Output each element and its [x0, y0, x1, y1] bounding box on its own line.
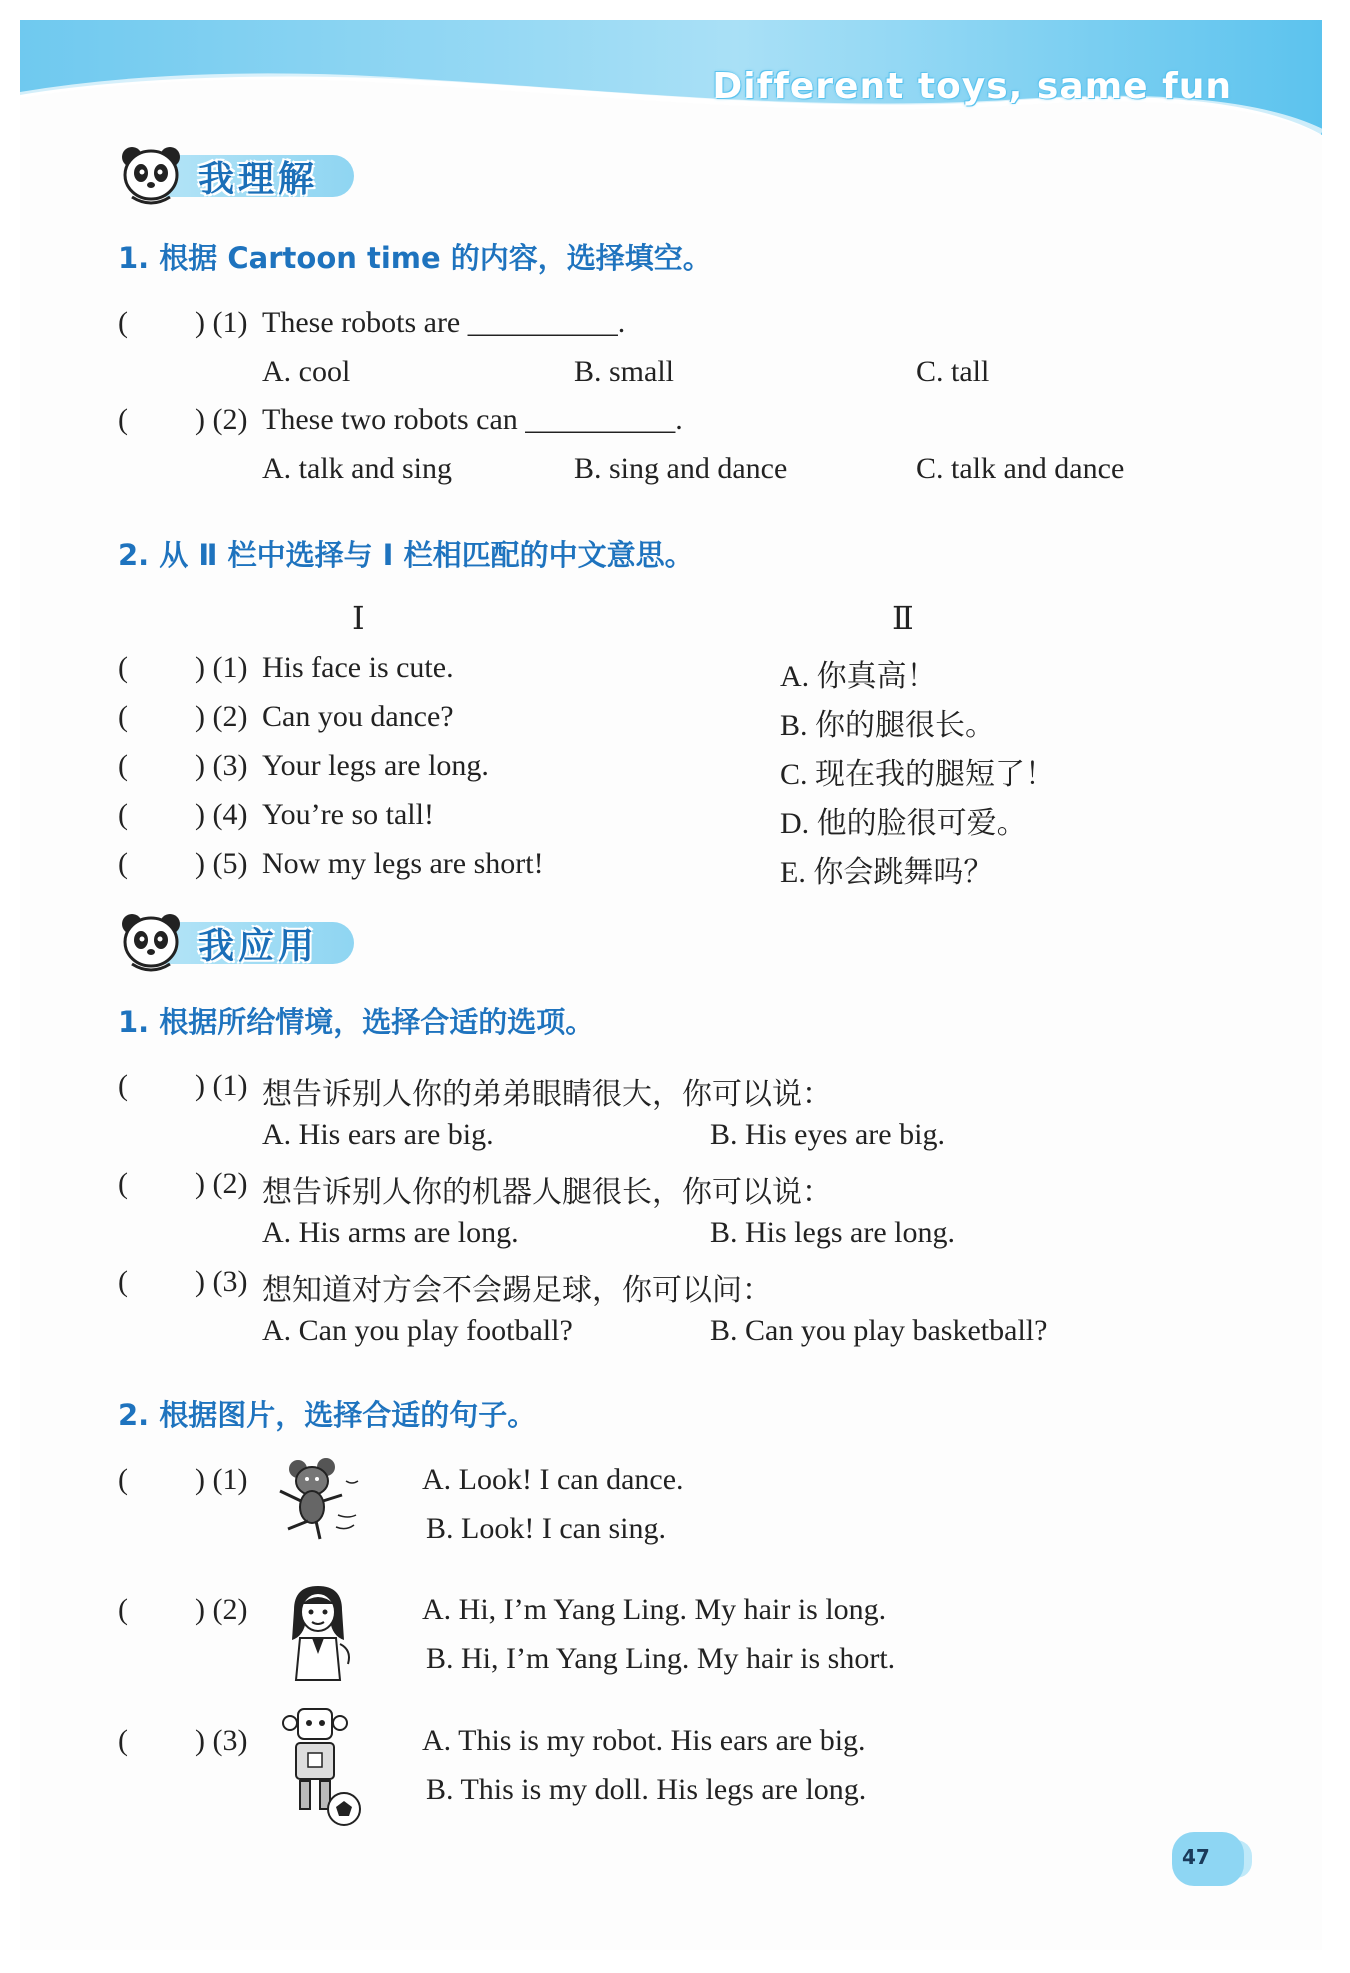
option-b: B. Can you play basketball? — [710, 1314, 1048, 1347]
answer-paren-open[interactable]: ( — [118, 700, 128, 733]
match-option: C. 现在我的腿短了！ — [780, 758, 1056, 791]
page-number-badge — [1172, 1832, 1244, 1886]
page-number: 47 — [1182, 1845, 1210, 1869]
question-heading: 1. 根据所给情境，选择合适的选项。 — [118, 1005, 595, 1039]
item-text: 想告诉别人你的弟弟眼睛很大，你可以说： — [262, 1078, 832, 1111]
match-option: D. 他的脸很可爱。 — [780, 807, 1027, 840]
option-a: A. His ears are big. — [262, 1118, 494, 1151]
item-number: ) (5) — [195, 847, 248, 880]
section-banner-understand — [118, 143, 358, 201]
option-a: A. Can you play football? — [262, 1314, 573, 1347]
option-b: B. sing and dance — [574, 452, 788, 485]
item-number: ) (2) — [195, 403, 248, 436]
answer-paren-open[interactable]: ( — [118, 1724, 128, 1757]
option-b: B. His eyes are big. — [710, 1118, 945, 1151]
match-option: A. 你真高！ — [780, 660, 937, 693]
answer-paren-open[interactable]: ( — [118, 306, 128, 339]
option-a: A. His arms are long. — [262, 1216, 519, 1249]
item-text: Now my legs are short! — [262, 847, 544, 880]
item-text: These two robots can __________. — [262, 403, 683, 436]
girl-long-hair-picture — [280, 1580, 358, 1686]
answer-paren-open[interactable]: ( — [118, 847, 128, 880]
option-c: C. talk and dance — [916, 452, 1125, 485]
answer-paren-open[interactable]: ( — [118, 749, 128, 782]
item-number: ) (1) — [195, 651, 248, 684]
option-a: A. talk and sing — [262, 452, 452, 485]
section-title: 我应用 — [198, 926, 319, 967]
panda-icon — [118, 910, 188, 974]
item-text: Your legs are long. — [262, 749, 489, 782]
column-header-1: Ⅰ — [352, 600, 365, 636]
question-heading: 2. 根据图片，选择合适的句子。 — [118, 1398, 537, 1432]
option-b: B. This is my doll. His legs are long. — [426, 1773, 867, 1806]
question-heading: 1. 根据 Cartoon time 的内容，选择填空。 — [118, 241, 712, 275]
answer-paren-open[interactable]: ( — [118, 1463, 128, 1496]
item-number: ) (3) — [195, 1724, 248, 1757]
item-number: ) (2) — [195, 1167, 248, 1200]
item-number: ) (4) — [195, 798, 248, 831]
section-banner-apply — [118, 910, 358, 968]
item-number: ) (1) — [195, 306, 248, 339]
item-text: 想知道对方会不会踢足球，你可以问： — [262, 1274, 772, 1307]
column-header-2: Ⅱ — [892, 600, 914, 636]
item-number: ) (1) — [195, 1463, 248, 1496]
item-number: ) (3) — [195, 1265, 248, 1298]
option-c: C. tall — [916, 355, 990, 388]
answer-paren-open[interactable]: ( — [118, 1069, 128, 1102]
option-a: A. Hi, I’m Yang Ling. My hair is long. — [422, 1593, 887, 1626]
option-a: A. Look! I can dance. — [422, 1463, 684, 1496]
item-number: ) (2) — [195, 700, 248, 733]
answer-paren-open[interactable]: ( — [118, 1265, 128, 1298]
answer-paren-open[interactable]: ( — [118, 651, 128, 684]
option-b: B. His legs are long. — [710, 1216, 955, 1249]
item-text: You’re so tall! — [262, 798, 434, 831]
item-text: These robots are __________. — [262, 306, 626, 339]
answer-paren-open[interactable]: ( — [118, 1167, 128, 1200]
section-title: 我理解 — [198, 159, 319, 200]
item-text: 想告诉别人你的机器人腿很长，你可以说： — [262, 1176, 832, 1209]
option-b: B. Hi, I’m Yang Ling. My hair is short. — [426, 1642, 896, 1675]
answer-paren-open[interactable]: ( — [118, 798, 128, 831]
page-header-title: Different toys, same fun — [712, 66, 1232, 107]
option-a: A. This is my robot. His ears are big. — [422, 1724, 866, 1757]
item-number: ) (2) — [195, 1593, 248, 1626]
answer-paren-open[interactable]: ( — [118, 403, 128, 436]
option-b: B. small — [574, 355, 675, 388]
question-heading: 2. 从 Ⅱ 栏中选择与 Ⅰ 栏相匹配的中文意思。 — [118, 538, 694, 572]
item-text: Can you dance? — [262, 700, 454, 733]
option-a: A. cool — [262, 355, 351, 388]
item-number: ) (3) — [195, 749, 248, 782]
match-option: E. 你会跳舞吗？ — [780, 856, 994, 889]
answer-paren-open[interactable]: ( — [118, 1593, 128, 1626]
panda-icon — [118, 143, 188, 207]
item-text: His face is cute. — [262, 651, 454, 684]
option-b: B. Look! I can sing. — [426, 1512, 666, 1545]
dancing-mouse-picture — [268, 1455, 360, 1543]
robot-with-football-picture — [282, 1705, 364, 1829]
match-option: B. 你的腿很长。 — [780, 709, 996, 742]
item-number: ) (1) — [195, 1069, 248, 1102]
